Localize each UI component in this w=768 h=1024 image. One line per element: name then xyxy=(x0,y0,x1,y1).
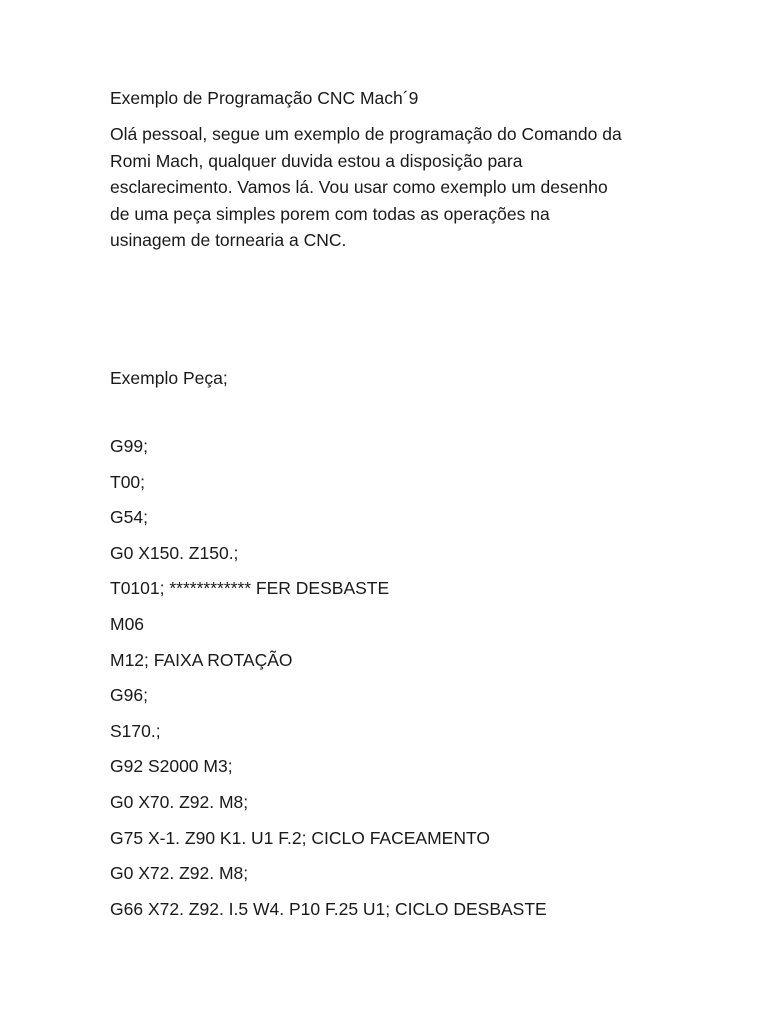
code-line: G99; xyxy=(110,436,148,456)
code-line: M06 xyxy=(110,613,145,634)
code-line: G0 X70. Z92. M8; xyxy=(110,791,249,812)
intro-line: Romi Mach, qualquer duvida estou a disposição para xyxy=(110,150,523,171)
code-line: T00; xyxy=(110,471,146,492)
intro-paragraph xyxy=(110,121,670,254)
intro-line: usinagem de tornearia a CNC. xyxy=(110,230,347,250)
intro-line: de uma peça simples porem com todas as operações na xyxy=(110,203,550,224)
document-title: Exemplo de Programação CNC Mach´9 xyxy=(110,88,419,108)
code-line: G54; xyxy=(110,507,148,528)
intro-line: Olá pessoal, segue um exemplo de programação do Comando da xyxy=(110,124,622,144)
code-line: G92 S2000 M3; xyxy=(110,756,233,777)
code-line: S170.; xyxy=(110,720,161,741)
example-label: Exemplo Peça; xyxy=(110,368,228,388)
code-line: T0101; ************ FER DESBASTE xyxy=(110,578,390,599)
code-line: G75 X-1. Z90 K1. U1 F.2; CICLO FACEAMENTO xyxy=(110,827,490,848)
code-line: G96; xyxy=(110,685,148,706)
code-line: M12; FAIXA ROTAÇÃO xyxy=(110,649,293,670)
code-listing xyxy=(110,434,547,932)
code-line: G66 X72. Z92. I.5 W4. P10 F.25 U1; CICLO DESBASTE xyxy=(110,898,547,919)
code-line: G0 X150. Z150.; xyxy=(110,542,239,563)
intro-line: esclarecimento. Vamos lá. Vou usar como exemplo um desenho xyxy=(110,177,608,197)
code-line: G0 X72. Z92. M8; xyxy=(110,863,249,884)
